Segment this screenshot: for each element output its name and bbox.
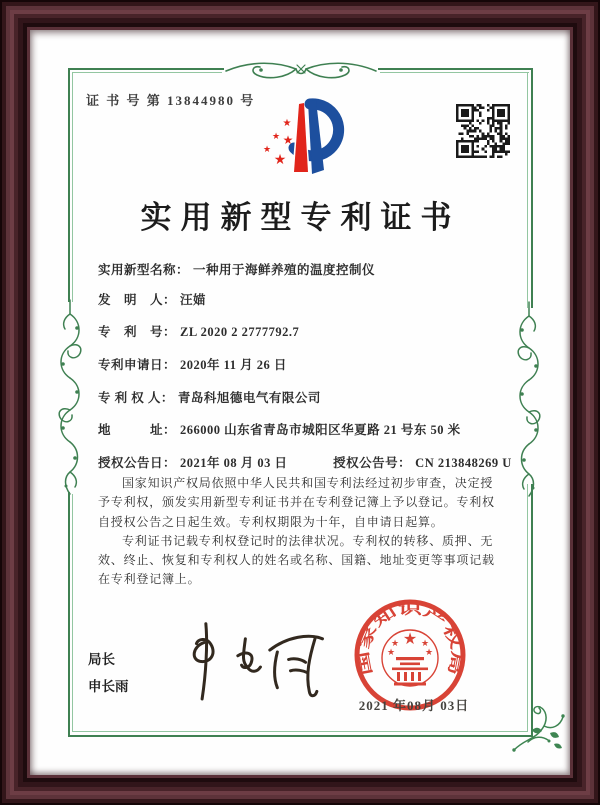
svg-text:★: ★ [390,639,400,649]
grant-no-value: CN 213848269 U [415,456,512,470]
director-block [88,646,129,700]
director-title: 局长 [88,652,115,667]
national-emblem-icon [382,629,438,686]
legal-paragraph-2: 专利证书记载专利权登记时的法律状况。专利权的转移、质押、无效、终止、恢复和专利权人的姓名或名称、国籍、地址变更等事项记载在专利登记簿上。 [98,533,495,587]
seal-date: 2021 年08月 03日 [358,698,470,713]
director-name: 申长雨 [88,679,129,694]
field-value: 汪媌 [180,293,207,307]
director-signature-icon [172,612,330,707]
legal-paragraph-1: 国家知识产权局依照中华人民共和国专利法经过初步审查，决定授予专利权，颁发实用新型专利证书并在专利登记簿上予以登记。专利权自授权公告之日起生效。专利权期限为十年，自申请日起算。 [98,476,495,529]
field-label: 专 利 权 人： [98,391,174,405]
cnipa-patent-logo-icon [250,96,360,180]
field-value: 青岛科旭德电气有限公司 [177,391,321,405]
field-value: 2020年 11 月 26 日 [180,358,287,372]
field-value: 2021年 08 月 03 日 [180,456,288,470]
svg-text:★: ★ [402,629,418,648]
field-row-patent-no [98,322,299,340]
field-value: 266000 山东省青岛市城阳区华夏路 21 号东 50 米 [180,423,461,437]
svg-text:★: ★ [282,118,292,129]
right-scroll-flourish-icon [516,300,542,498]
leaf-sprig-icon [508,700,568,754]
grant-no-label: 授权公告号： [333,456,412,470]
field-row-inventor [98,290,206,308]
field-label: 专 利 号： [98,325,177,339]
field-value: 一种用于海鲜养殖的温度控制仪 [193,263,376,277]
field-row-filing-date [98,355,287,373]
seal-text: 国家知识产权局 [356,601,465,677]
svg-text:★: ★ [386,648,396,658]
svg-text:★: ★ [273,152,287,168]
certificate-number: 证 书 号 第 13844980 号 [86,93,256,108]
field-label: 地 址： [98,423,177,437]
qr-code [456,104,510,158]
svg-text:★: ★ [262,145,272,155]
field-row-grant-date [98,453,512,471]
legal-text [98,474,502,590]
top-scroll-flourish-icon [224,56,378,84]
svg-text:★: ★ [420,639,430,649]
field-value: ZL 2020 2 2777792.7 [180,325,300,339]
field-label: 专利申请日： [98,358,177,372]
field-label: 发 明 人： [98,293,177,307]
certificate-title: 实用新型专利证书 [140,200,461,235]
svg-text:★: ★ [282,133,294,147]
svg-text:★: ★ [271,132,281,142]
field-row-name [98,260,375,278]
field-label: 实用新型名称： [98,263,190,277]
svg-text:★: ★ [424,648,434,658]
field-row-patentee [98,388,321,406]
left-scroll-flourish-icon [57,298,83,496]
field-row-address [98,420,461,438]
field-label: 授权公告日： [98,456,177,470]
